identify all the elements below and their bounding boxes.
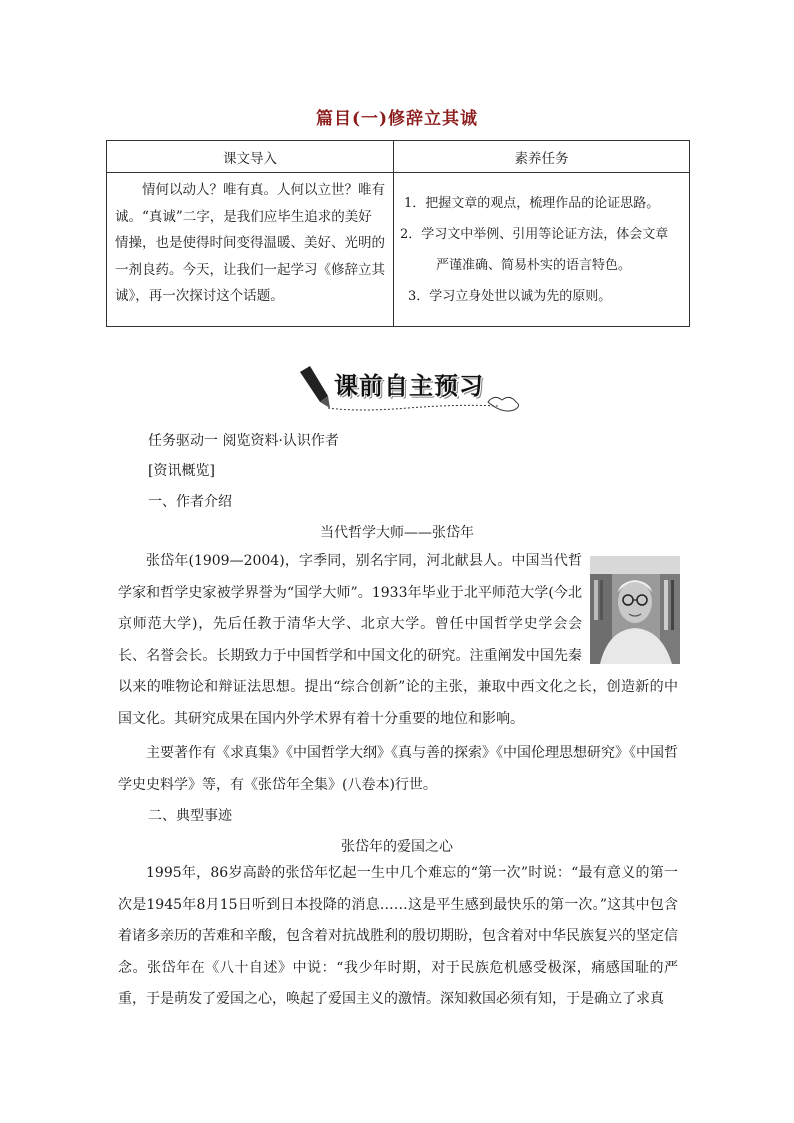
intro-header: 课文导入 <box>107 141 394 173</box>
tasks-cell <box>394 173 690 327</box>
page-title: 篇目(一)修辞立其诚 <box>315 109 479 129</box>
tasks-header: 素养任务 <box>394 141 690 173</box>
story-paragraph: 1995年，86岁高龄的张岱年忆起一生中几个难忘的“第一次”时说：“最有意义的第一次是1945年8月15日听到日本投降的消息……这是平生感到最快乐的第一次。”这其中包含着诸多亲历的苦难和辛酸，包含着对抗战胜利的殷切期盼，包含着对中华民族复兴的坚定信念。张岱年在《八十自述》中说：“我少年时期，对于民族危机感受极深，痛感国耻的严重，于是萌发了爱国之心，唤起了爱国主义的激情。深知救国必须有知，于是确立了求真 <box>118 865 678 1007</box>
task-item-2-cont: 严谨准确、简易朴实的语言特色。 <box>436 257 632 273</box>
intro-cell <box>107 173 394 327</box>
task-item-1: 1．把握文章的观点，梳理作品的论证思路。 <box>404 195 660 211</box>
task-item-2: 2．学习文中举例、引用等论证方法，体会文章 <box>400 226 669 242</box>
intro-text: 情何以动人？唯有真。人何以立世？唯有诚。“真诚”二字，是我们应毕生追求的美好情操，也是使得时间变得温暖、美好、光明的一剂良药。今天，让我们一起学习《修辞立其诚》，再一次探讨这个话题。 <box>115 182 385 304</box>
info-overview-label: [资讯概览] <box>148 463 215 479</box>
bio-text-1: 张岱年(1909—2004)，字季同，别名宇同，河北献县人。中国当代哲学家和哲学史家被学界誉为“国学大师”。1933年毕业于北平师范大学(今北京师范大学)，先后任教于清华大学、北京大学。曾任中国哲学史学会会长、名誉会长。长期致力于中国哲学和中国文化的研究。注重阐发中国先秦以来的唯物论和辩证法思想。提出“综合创新”论的主张，兼取中西文化之长，创造新的中国文化。其研究成果在国内外学术界有着十分重要的地位和影响。 <box>118 553 678 727</box>
section-author-heading: 一、作者介绍 <box>148 494 232 510</box>
deeds-subtitle: 张岱年的爱国之心 <box>341 839 453 855</box>
bio-paragraph-2: 主要著作有《求真集》《中国哲学大纲》《真与善的探索》《中国伦理思想研究》《中国哲学史史料学》等，有《张岱年全集》(八卷本)行世。 <box>118 745 678 793</box>
section-banner <box>294 362 534 414</box>
task-item-3: 3．学习立身处世以诚为先的原则。 <box>408 288 612 304</box>
author-subtitle: 当代哲学大师——张岱年 <box>320 525 474 541</box>
banner-title: 课前自主预习 <box>334 371 484 400</box>
section-deeds-heading: 二、典型事迹 <box>148 808 232 824</box>
task-drive-heading: 任务驱动一 阅览资料·认识作者 <box>148 433 339 449</box>
intro-table <box>106 140 690 327</box>
bio-paragraph-1a <box>118 546 678 735</box>
